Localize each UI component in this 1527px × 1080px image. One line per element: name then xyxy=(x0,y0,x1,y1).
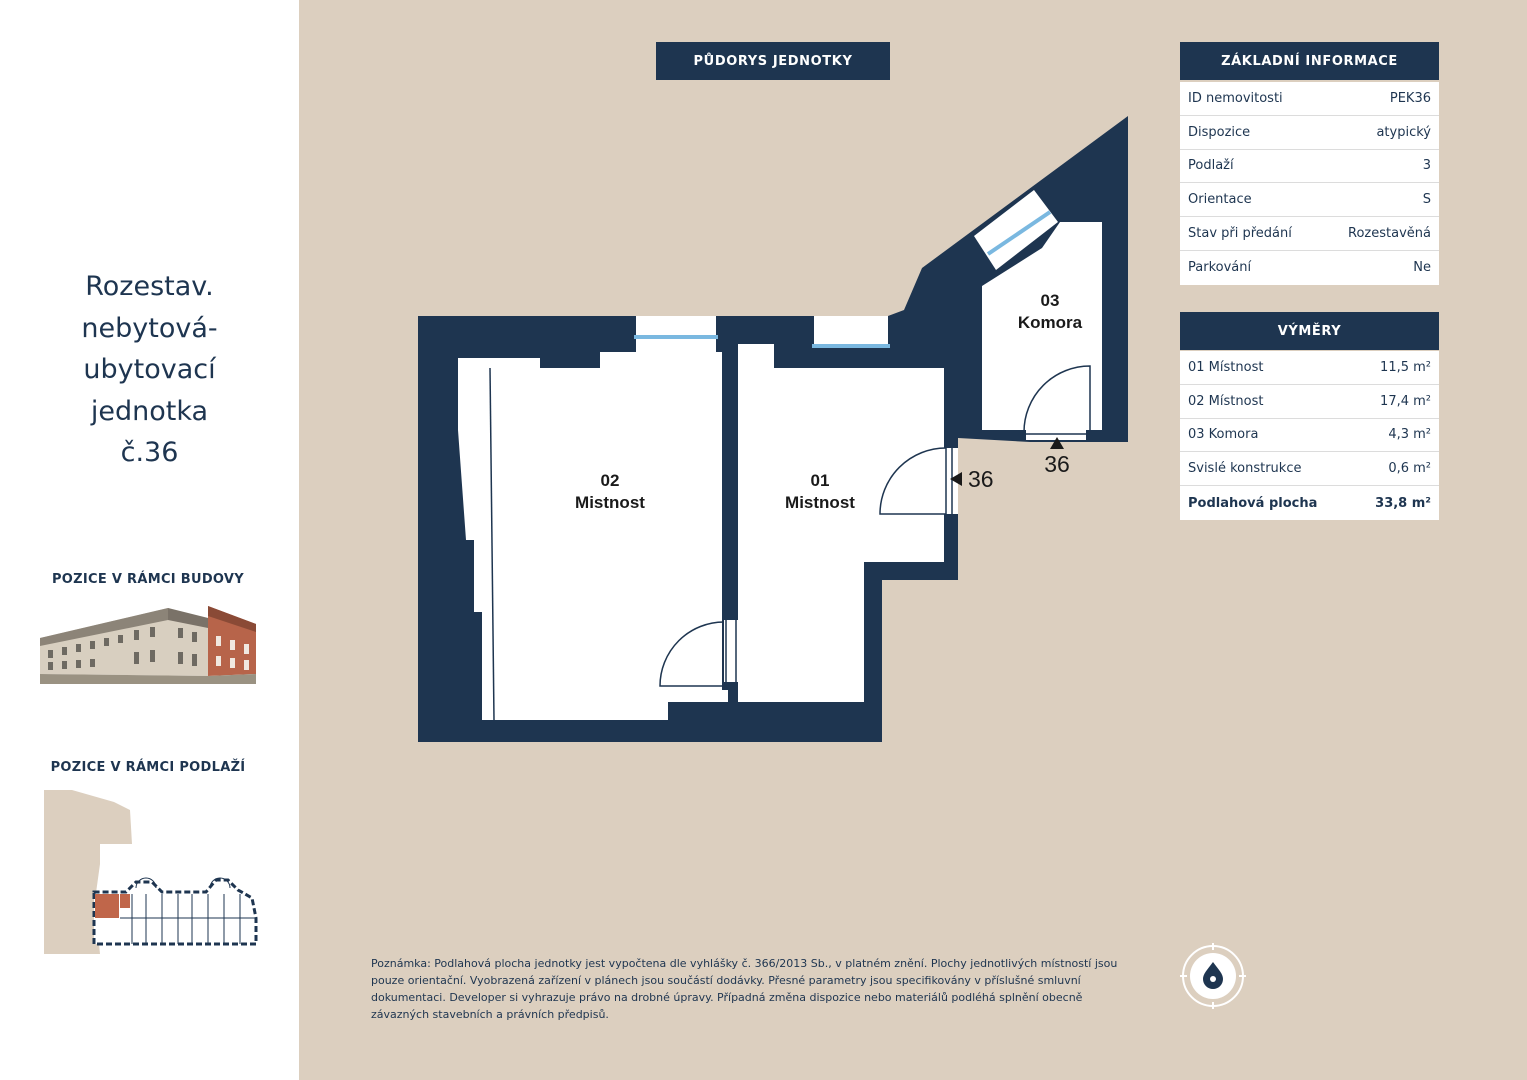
row-value: S xyxy=(1422,192,1431,208)
window xyxy=(636,316,716,352)
room-02-floor xyxy=(458,352,728,720)
row-label: Stav při předání xyxy=(1188,226,1292,242)
table-row xyxy=(1180,217,1439,251)
row-value: 17,4 m² xyxy=(1380,393,1431,409)
table-row xyxy=(1180,150,1439,184)
row-value: 3 xyxy=(1422,158,1431,174)
unit-title-line: jednotka xyxy=(90,395,209,427)
row-value: PEK36 xyxy=(1389,90,1431,106)
floorplan-header: PŮDORYS JEDNOTKY xyxy=(656,42,890,80)
row-label: 03 Komora xyxy=(1188,427,1259,443)
row-label: Dispozice xyxy=(1188,124,1251,140)
position-building-label: POZICE V RÁMCI BUDOVY xyxy=(51,572,245,587)
entry-label: 36 xyxy=(968,466,994,492)
row-value: 4,3 m² xyxy=(1388,427,1431,443)
room-02-name: Mistnost xyxy=(575,493,645,512)
row-label: 02 Místnost xyxy=(1188,393,1264,409)
row-label: ID nemovitosti xyxy=(1188,90,1283,106)
row-value: Ne xyxy=(1413,260,1431,276)
unit-title-line: Rozestav. xyxy=(85,271,214,302)
row-value: atypický xyxy=(1376,124,1431,140)
row-value: 33,8 m² xyxy=(1375,495,1431,511)
room-01-number: 01 xyxy=(810,471,830,490)
table-row xyxy=(1180,116,1439,150)
table-row xyxy=(1180,385,1439,419)
table-row xyxy=(1180,251,1439,285)
position-floor-label: POZICE V RÁMCI PODLAŽÍ xyxy=(50,760,246,775)
window xyxy=(814,316,888,346)
basic-info-table xyxy=(1180,82,1439,285)
table-row-total xyxy=(1180,486,1439,520)
unit-title-line: nebytová- xyxy=(81,312,218,344)
table-row xyxy=(1180,82,1439,116)
row-value: Rozestavěná xyxy=(1348,226,1431,242)
areas-table xyxy=(1180,351,1439,520)
row-label: Podlaží xyxy=(1188,158,1234,174)
table-row xyxy=(1180,452,1439,486)
disclaimer-note: Poznámka: Podlahová plocha jednotky jest vypočtena dle vyhlášky č. 366/2013 Sb., v platném znění. Plochy jednotlivých místností jsou pouze orientační. Vyobrazená zařízení v plánech jsou součástí dodávky. Přesné parametry jsou specifikovány v příslušné smluvní dokumentaci. Developer si vyhrazuje právo na drobné úpravy. Případná změna dispozice nebo materiálů podléhá splnění obecně závazných stavebních a právních předpisů. xyxy=(371,957,1118,1021)
row-label: Parkování xyxy=(1188,260,1252,276)
row-label: Podlahová plocha xyxy=(1188,495,1318,511)
room-01-floor xyxy=(738,344,944,702)
areas-header: VÝMĚRY xyxy=(1180,312,1439,350)
table-row xyxy=(1180,183,1439,217)
room-01-name: Mistnost xyxy=(785,493,855,512)
room-03-name: Komora xyxy=(1017,313,1083,332)
row-label: 01 Místnost xyxy=(1188,359,1264,375)
table-row xyxy=(1180,351,1439,385)
unit-title-line: ubytovací xyxy=(83,354,216,386)
room-02-number: 02 xyxy=(600,471,620,490)
row-value: 0,6 m² xyxy=(1388,461,1431,477)
row-value: 11,5 m² xyxy=(1380,359,1431,375)
row-label: Orientace xyxy=(1188,192,1252,208)
row-label: Svislé konstrukce xyxy=(1188,461,1302,477)
unit-title-line: č.36 xyxy=(120,437,179,469)
entry-label: 36 xyxy=(1044,451,1070,477)
compass-icon xyxy=(1178,942,1248,1012)
room-03-number: 03 xyxy=(1040,291,1060,310)
basic-info-header: ZÁKLADNÍ INFORMACE xyxy=(1180,42,1439,80)
table-row xyxy=(1180,419,1439,453)
